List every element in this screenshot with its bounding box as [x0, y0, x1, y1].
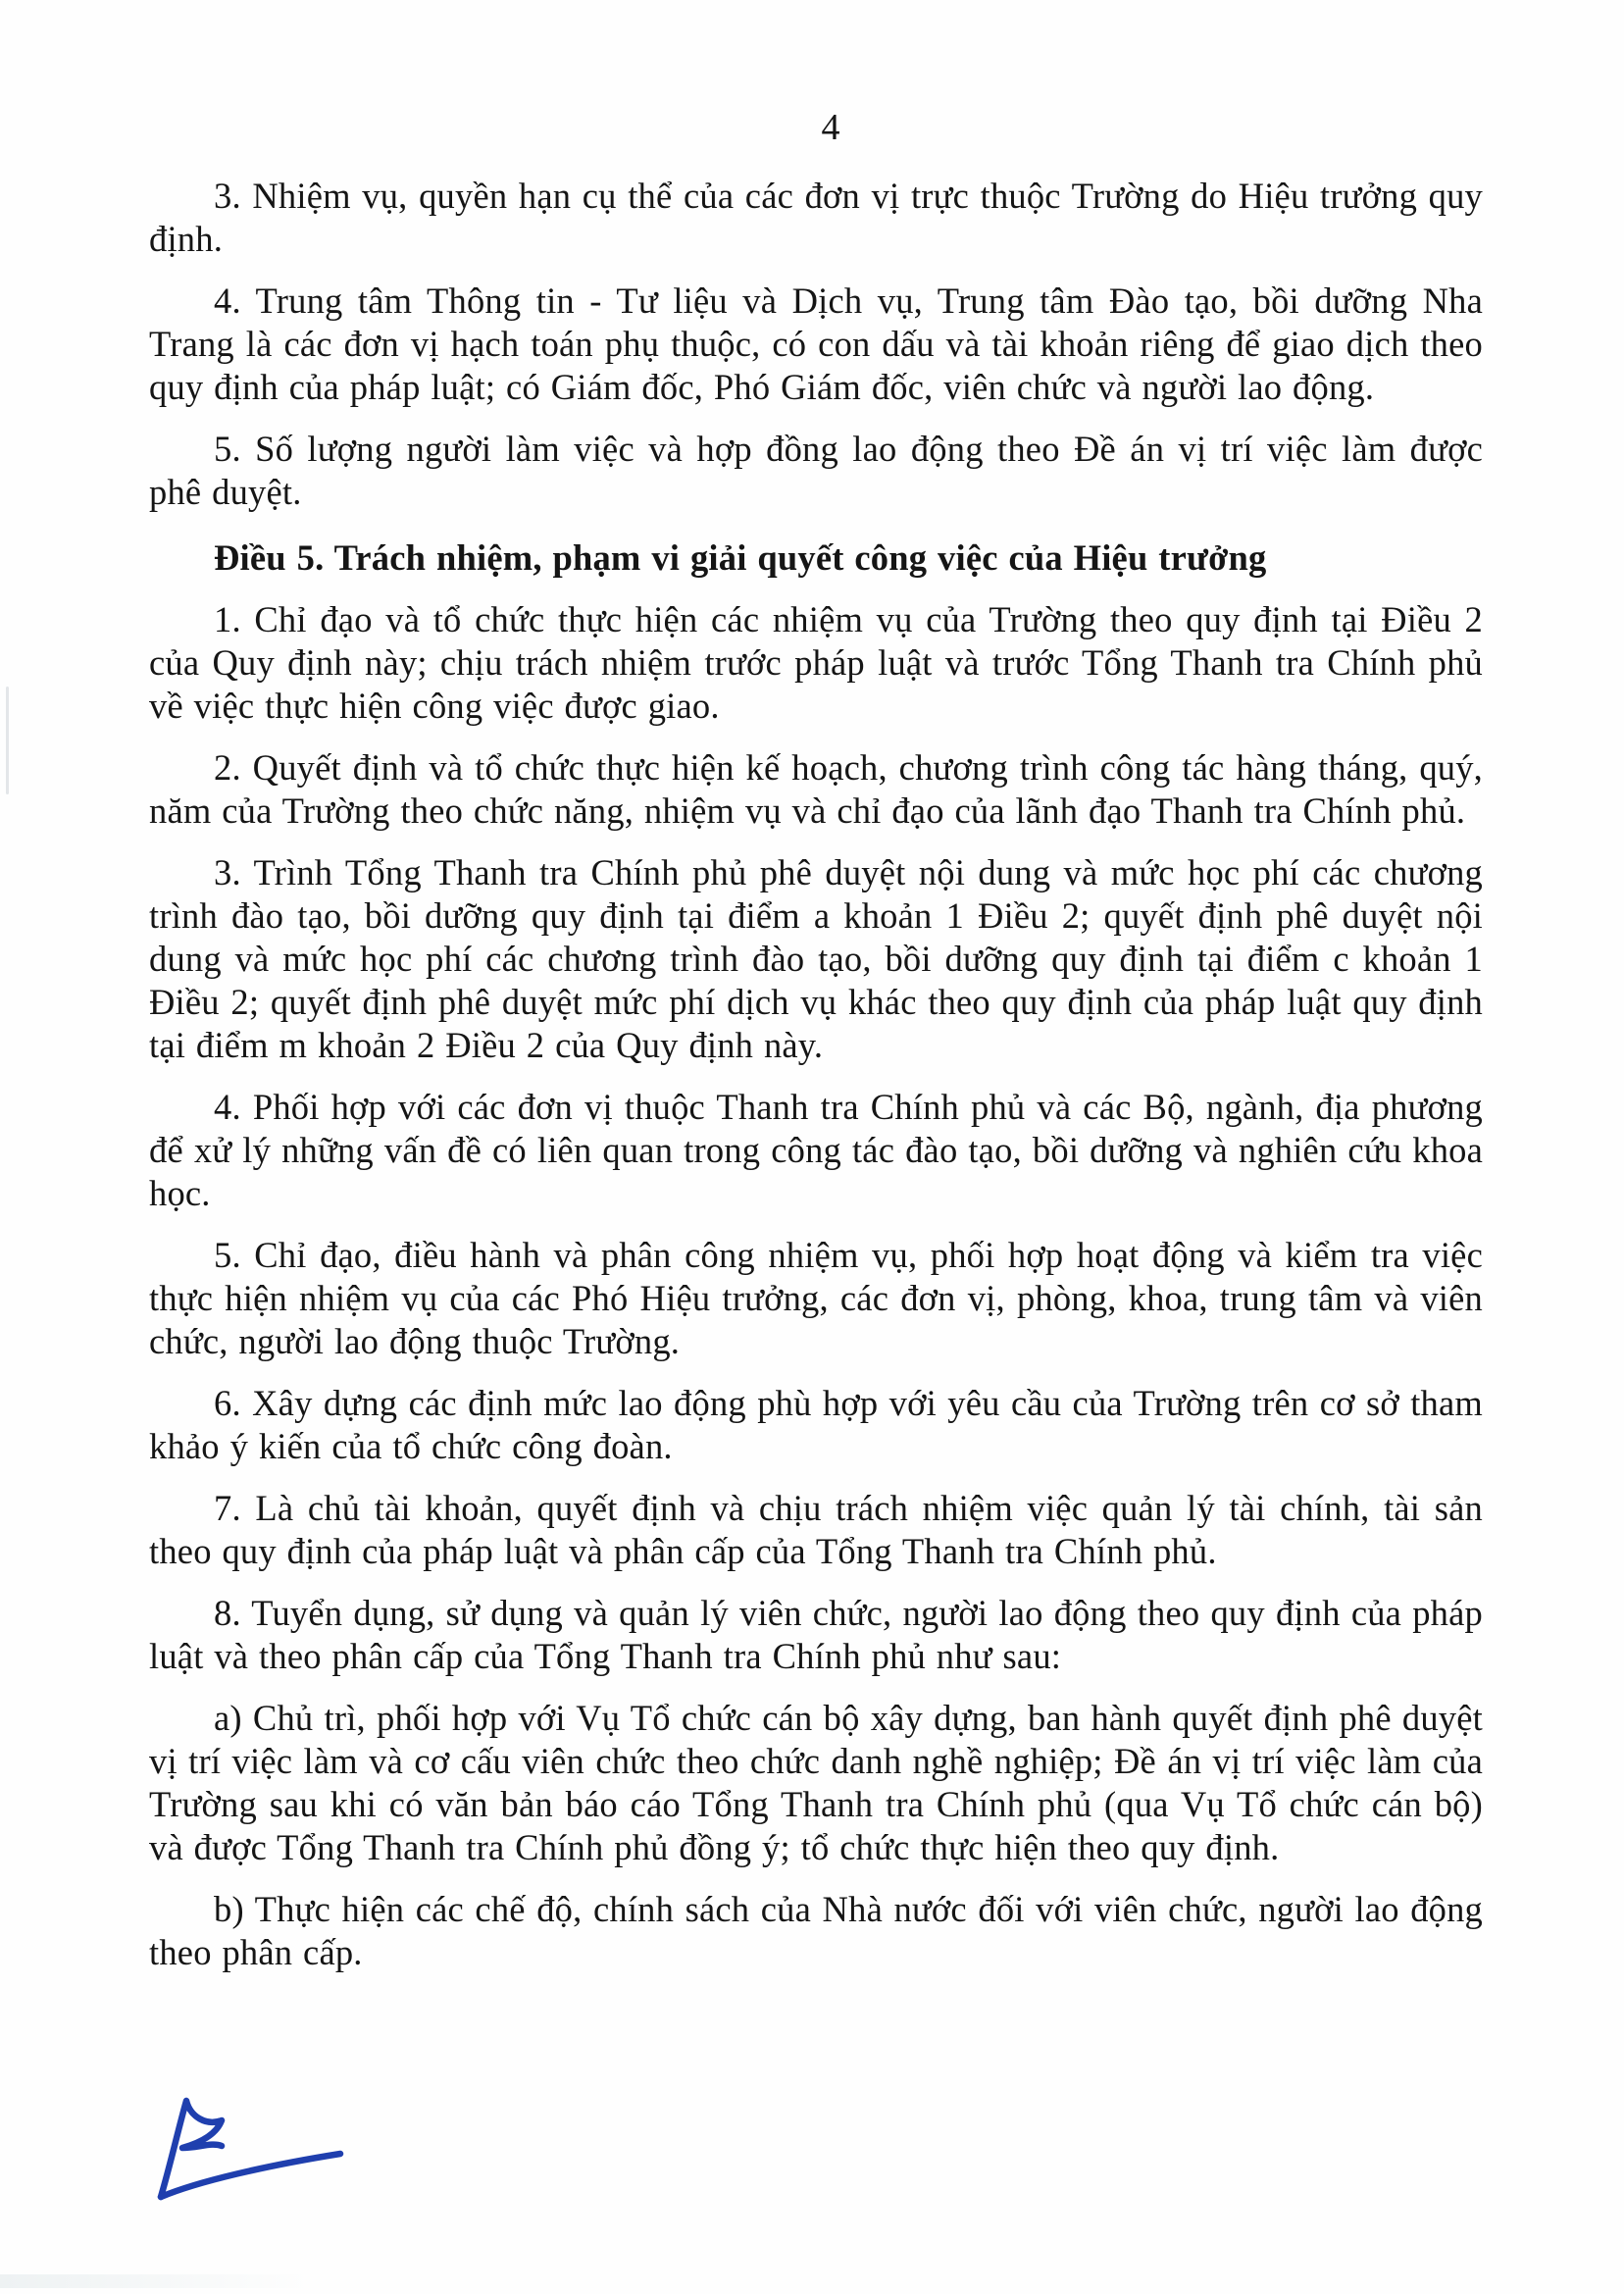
text-block: [149, 106, 1483, 1974]
paragraph: 2. Quyết định và tổ chức thực hiện kế hoạch, chương trình công tác hàng tháng, quý, năm của Trường theo chức năng, nhiệm vụ và chỉ đạo của lãnh đạo Thanh tra Chính phủ.: [149, 747, 1483, 831]
scan-artifact-smudge: [0, 2274, 314, 2288]
paragraph: 5. Số lượng người làm việc và hợp đồng lao động theo Đề án vị trí việc làm được phê duyệt.: [149, 429, 1483, 512]
paragraph: 4. Phối hợp với các đơn vị thuộc Thanh tra Chính phủ và các Bộ, ngành, địa phương để xử lý những vấn đề có liên quan trong công tác đào tạo, bồi dưỡng và nghiên cứu khoa học.: [149, 1087, 1483, 1213]
paragraph: 6. Xây dựng các định mức lao động phù hợp với yêu cầu của Trường trên cơ sở tham khảo ý kiến của tổ chức công đoàn.: [149, 1383, 1483, 1466]
page-number: 4: [821, 107, 840, 148]
paragraph: 3. Trình Tổng Thanh tra Chính phủ phê duyệt nội dung và mức học phí các chương trình đào tạo, bồi dưỡng quy định tại điểm a khoản 1 Điều 2; quyết định phê duyệt nội dung và mức học phí các chương trình đào tạo, bồi dưỡng quy định tại điểm c khoản 1 Điều 2; quyết định phê duyệt mức phí dịch vụ khác theo quy định của pháp luật quy định tại điểm m khoản 2 Điều 2 của Quy định này.: [149, 852, 1483, 1065]
paragraph: 8. Tuyển dụng, sử dụng và quản lý viên chức, người lao động theo quy định của pháp luật và theo phân cấp của Tổng Thanh tra Chính phủ như sau:: [149, 1593, 1483, 1676]
section-heading: Điều 5. Trách nhiệm, phạm vi giải quyết công việc của Hiệu trưởng: [214, 537, 1267, 578]
paragraph: 3. Nhiệm vụ, quyền hạn cụ thể của các đơn vị trực thuộc Trường do Hiệu trưởng quy định.: [149, 176, 1483, 259]
paragraph: b) Thực hiện các chế độ, chính sách của Nhà nước đối với viên chức, người lao động theo phân cấp.: [149, 1889, 1483, 1972]
signature-ink-icon: [120, 2087, 375, 2224]
paragraph: 5. Chỉ đạo, điều hành và phân công nhiệm vụ, phối hợp hoạt động và kiểm tra việc thực hiện nhiệm vụ của các Phó Hiệu trưởng, các đơn vị, phòng, khoa, trung tâm và viên chức, người lao động thuộc Trường.: [149, 1235, 1483, 1361]
scan-artifact-line: [6, 687, 9, 794]
paragraph: 4. Trung tâm Thông tin - Tư liệu và Dịch vụ, Trung tâm Đào tạo, bồi dưỡng Nha Trang là các đơn vị hạch toán phụ thuộc, có con dấu và tài khoản riêng để giao dịch theo quy định của pháp luật; có Giám đốc, Phó Giám đốc, viên chức và người lao động.: [149, 280, 1483, 407]
paragraph: a) Chủ trì, phối hợp với Vụ Tổ chức cán bộ xây dựng, ban hành quyết định phê duyệt vị trí việc làm và cơ cấu viên chức theo chức danh nghề nghiệp; Đề án vị trí việc làm của Trường sau khi có văn bản báo cáo Tổng Thanh tra Chính phủ (qua Vụ Tổ chức cán bộ) và được Tổng Thanh tra Chính phủ đồng ý; tổ chức thực hiện theo quy định.: [149, 1698, 1483, 1867]
paragraph: 7. Là chủ tài khoản, quyết định và chịu trách nhiệm việc quản lý tài chính, tài sản theo quy định của pháp luật và phân cấp của Tổng Thanh tra Chính phủ.: [149, 1488, 1483, 1571]
paragraph: 1. Chỉ đạo và tổ chức thực hiện các nhiệm vụ của Trường theo quy định tại Điều 2 của Quy định này; chịu trách nhiệm trước pháp luật và trước Tổng Thanh tra Chính phủ về việc thực hiện công việc được giao.: [149, 599, 1483, 726]
handwritten-signature: [120, 2087, 375, 2224]
